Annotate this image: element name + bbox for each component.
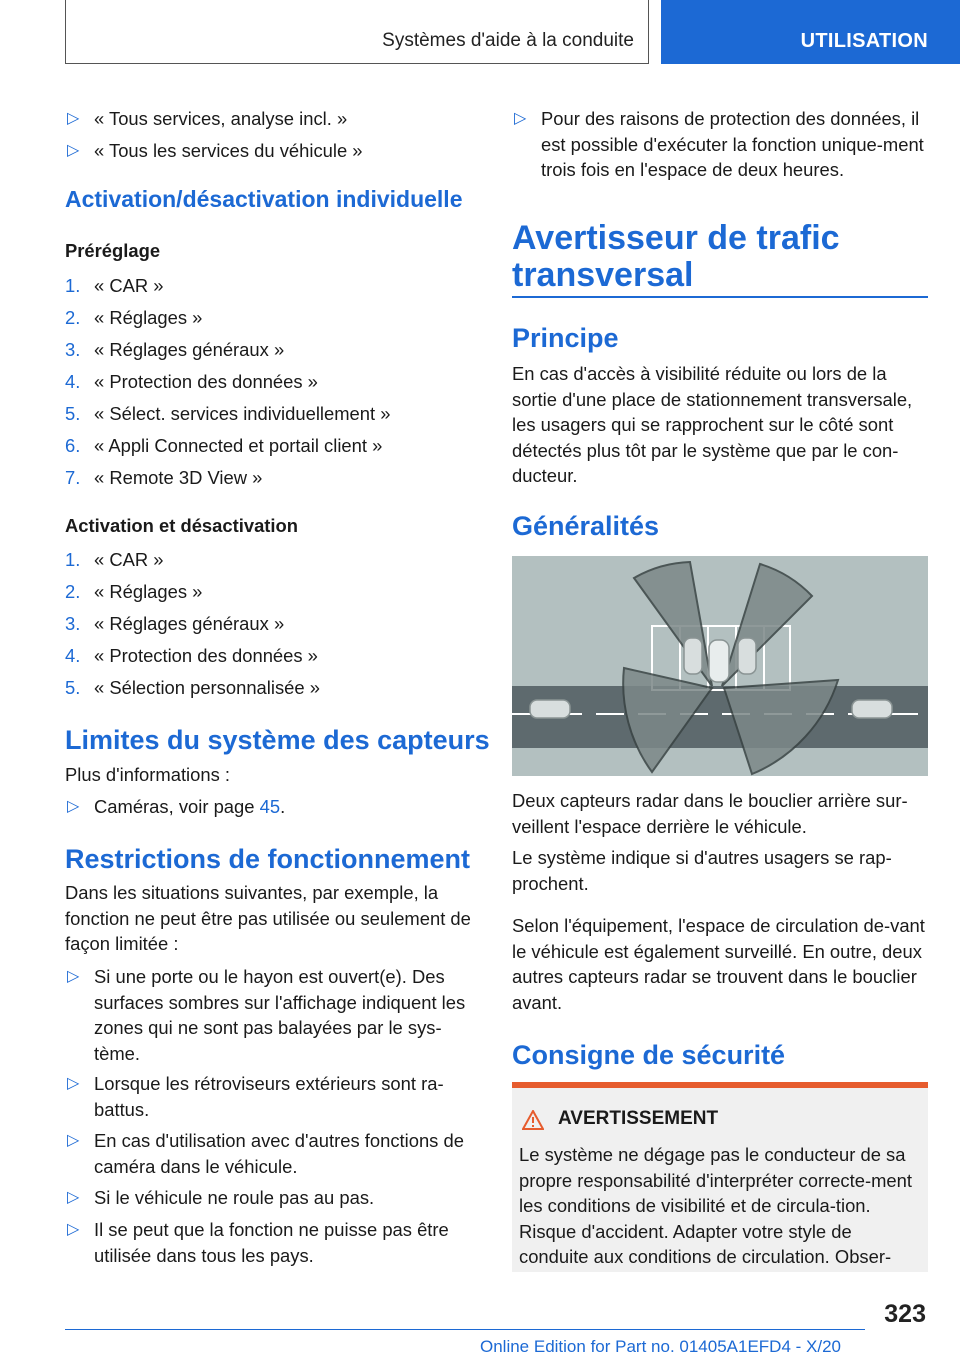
triangle-right-icon: ▷ bbox=[67, 968, 80, 985]
page-link[interactable]: 45 bbox=[259, 796, 281, 817]
chapter-title: UTILISATION bbox=[800, 30, 928, 52]
section-heading: Principe bbox=[512, 323, 619, 353]
warning-triangle-icon bbox=[522, 1110, 544, 1130]
triangle-right-icon: ▷ bbox=[67, 142, 80, 159]
warning-text: Le système ne dégage pas le conducteur de sa propre responsabilité d'interpréter correcte-ment les conditions de visibilité et de circula-tion. Risque d'accident. Adapter votre style de conduite aux conditions de circulation. Obser- bbox=[519, 1144, 912, 1267]
triangle-right-icon: ▷ bbox=[67, 1132, 80, 1149]
cross-traffic-figure bbox=[512, 556, 928, 776]
paragraph: Plus d'informations : bbox=[65, 764, 231, 785]
radar-illustration bbox=[512, 556, 928, 776]
running-header bbox=[65, 0, 649, 64]
subheading: Préréglage bbox=[65, 240, 161, 261]
paragraph: En cas d'accès à visibilité réduite ou lors de la sortie d'une place de stationnement transversale, les usagers qui se rapprochent sur le côté sont détectés plus tôt par le système que par le con-ducteur. bbox=[512, 363, 913, 486]
section-heading: Consigne de sécurité bbox=[512, 1040, 786, 1070]
chapter-tab[interactable] bbox=[661, 0, 960, 64]
subheading: Activation et désactivation bbox=[65, 515, 299, 536]
page-title: Avertisseur de trafic transversal bbox=[512, 219, 840, 294]
section-heading: Restrictions de fonctionnement bbox=[65, 844, 471, 874]
paragraph: Dans les situations suivantes, par exemple, la fonction ne peut être pas utilisée ou seulement de façon limitée : bbox=[65, 882, 471, 954]
warning-box bbox=[512, 1082, 928, 1272]
page-number: 323 bbox=[884, 1300, 926, 1328]
triangle-right-icon: ▷ bbox=[67, 1075, 80, 1092]
triangle-right-icon: ▷ bbox=[67, 1221, 80, 1238]
footer-rule bbox=[65, 1329, 865, 1330]
triangle-right-icon: ▷ bbox=[67, 798, 80, 815]
warning-label: AVERTISSEMENT bbox=[558, 1108, 719, 1129]
paragraph: Le système indique si d'autres usagers se rap-prochent. bbox=[512, 847, 892, 894]
section-heading: Limites du système des capteurs bbox=[65, 725, 490, 755]
title-rule bbox=[512, 296, 928, 298]
paragraph: Deux capteurs radar dans le bouclier arrière sur-veillent l'espace derrière le véhicule. bbox=[512, 790, 908, 837]
section-heading: Activation/désactivation individuelle bbox=[65, 186, 463, 212]
section-title: Systèmes d'aide à la conduite bbox=[382, 30, 634, 51]
edition-footer: Online Edition for Part no. 01405A1EFD4 - X/20 bbox=[480, 1337, 841, 1356]
triangle-right-icon: ▷ bbox=[514, 110, 527, 127]
section-heading: Généralités bbox=[512, 511, 660, 541]
triangle-right-icon: ▷ bbox=[67, 1189, 80, 1206]
triangle-right-icon: ▷ bbox=[67, 110, 80, 127]
paragraph: Selon l'équipement, l'espace de circulation de-vant le véhicule est également surveillé. En outre, deux autres capteurs radar se trouvent dans le bouclier avant. bbox=[512, 915, 925, 1013]
